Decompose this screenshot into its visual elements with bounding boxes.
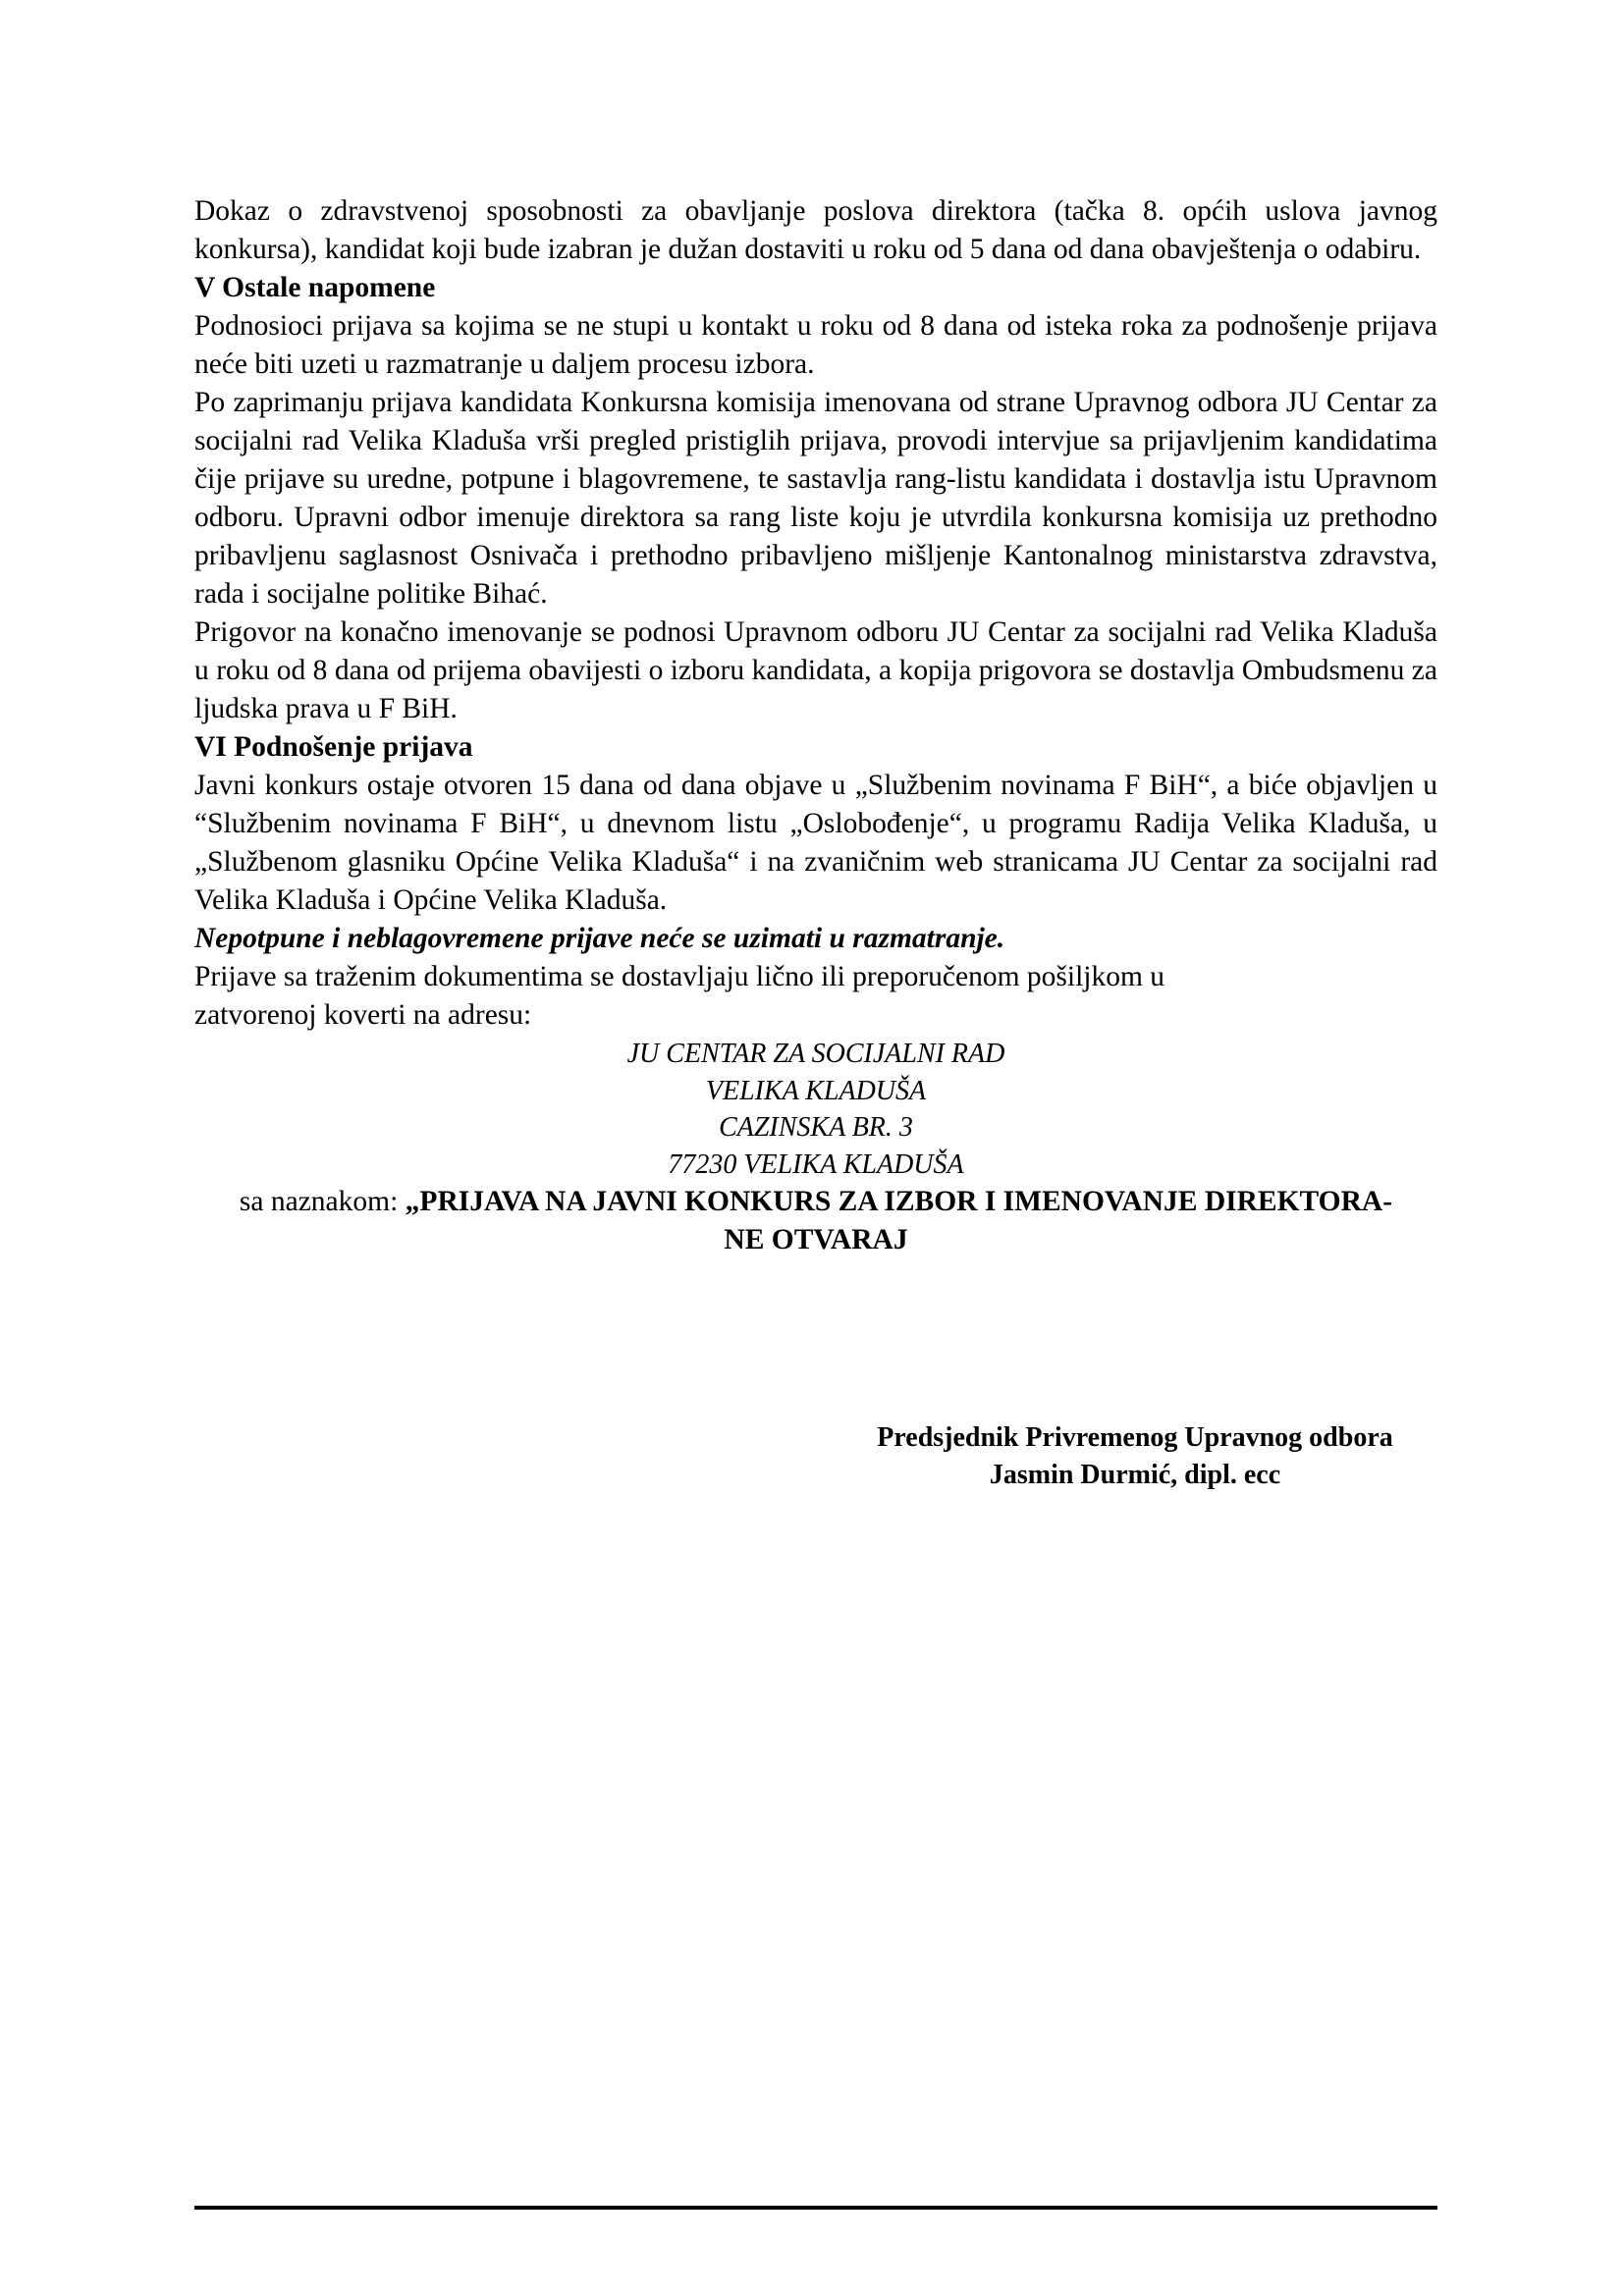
commission-procedure-paragraph: Po zaprimanju prijava kandidata Konkursna komisija imenovana od strane Upravnog odbora JU Centar za socijalni rad Velika Kladuša vrši pregled pristiglih prijava, provodi intervjue sa prijavljenim kandidatima čije prijave su uredne, potpune i blagovremene, te sastavlja rang-listu kandidata i dostavlja istu Upravnom odboru. Upravni odbor imenuje direktora sa rang liste koju je utvrdila konkursna komisija uz prethodno pribavljenu saglasnost Osnivača i prethodno pribavljeno mišljenje Kantonalnog ministarstva zdravstva, rada i socijalne politike Bihać. <box>194 387 1437 610</box>
mailing-address <box>194 1036 1437 1183</box>
address-line-postal: 77230 VELIKA KLADUŠA <box>668 1148 964 1180</box>
address-line-street: CAZINSKA BR. 3 <box>719 1112 913 1143</box>
marking-prefix: sa naznakom: <box>239 1186 406 1217</box>
signatory-title: Predsjednik Privremenog Upravnog odbora <box>877 1422 1393 1453</box>
section-heading-other-notes: V Ostale napomene <box>194 272 436 303</box>
submission-instructions-line-1: Prijave sa traženim dokumentima se dostavljaju lično ili preporučenom pošiljkom u <box>194 961 1165 992</box>
incomplete-applications-notice: Nepotpune i neblagovremene prijave neće se uzimati u razmatranje. <box>194 923 1005 954</box>
footer-divider <box>194 2206 1437 2210</box>
section-heading-submission: VI Podnošenje prijava <box>194 731 473 763</box>
signature-block <box>831 1419 1439 1494</box>
document-body <box>194 192 1437 1259</box>
address-line-city: VELIKA KLADUŠA <box>705 1075 927 1106</box>
signatory-name: Jasmin Durmić, dipl. ecc <box>989 1460 1281 1490</box>
marking-text: „PRIJAVA NA JAVNI KONKURS ZA IZBOR I IMENOVANJE DIREKTORA- NE OTVARAJ <box>405 1186 1393 1255</box>
health-certificate-paragraph: Dokaz o zdravstvenoj sposobnosti za obavljanje poslova direktora (tačka 8. općih uslova javnog konkursa), kandidat koji bude izabran je dužan dostaviti u roku od 5 dana od dana obavještenja o odabiru. <box>194 195 1437 265</box>
contact-notice-paragraph: Podnosioci prijava sa kojima se ne stupi u kontakt u roku od 8 dana od isteka roka za podnošenje prijava neće biti uzeti u razmatranje u daljem procesu izbora. <box>194 310 1437 380</box>
appeal-paragraph: Prigovor na konačno imenovanje se podnosi Upravnom odboru JU Centar za socijalni rad Velika Kladuša u roku od 8 dana od prijema obavijesti o izboru kandidata, a kopija prigovora se dostavlja Ombudsmenu za ljudska prava u F BiH. <box>194 616 1437 724</box>
publication-paragraph: Javni konkurs ostaje otvoren 15 dana od dana objave u „Službenim novinama F BiH“, a biće objavljen u “Službenim novinama F BiH“, u dnevnom listu „Oslobođenje“, u programu Radija Velika Kladuša, u „Službenom glasniku Općine Velika Kladuša“ i na zvaničnim web stranicama JU Centar za socijalni rad Velika Kladuša i Općine Velika Kladuša. <box>194 770 1437 916</box>
address-line-institution: JU CENTAR ZA SOCIJALNI RAD <box>626 1039 1005 1069</box>
submission-instructions-line-2: zatvorenoj koverti na adresu: <box>194 999 532 1031</box>
envelope-marking <box>194 1183 1437 1259</box>
